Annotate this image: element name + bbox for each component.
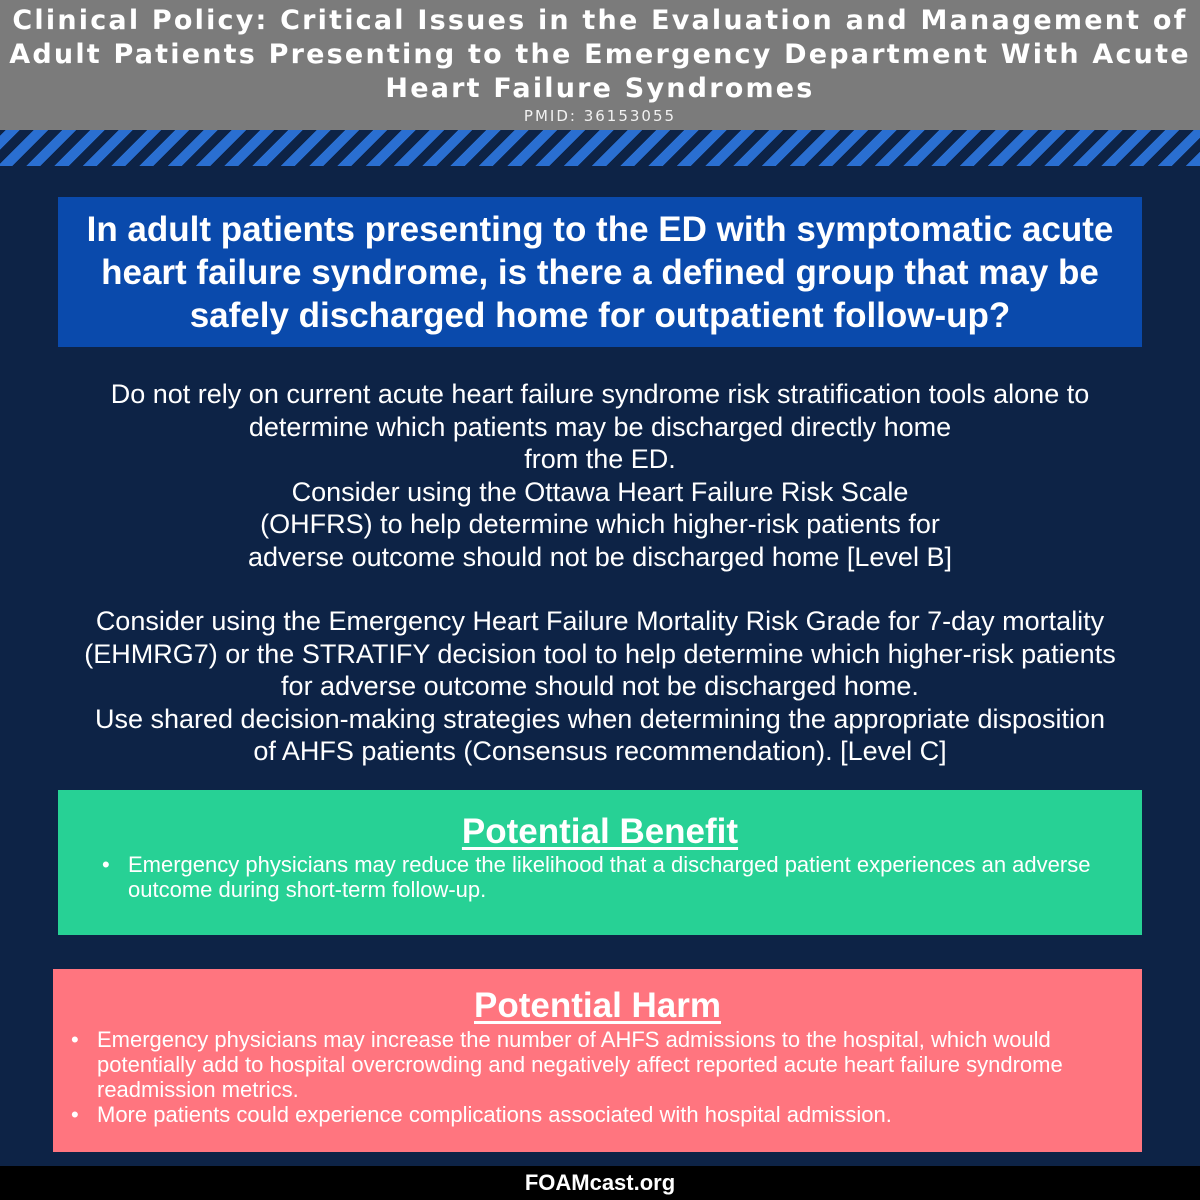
harm-item: • More patients could experience complications associated with hospital admission. [97, 1102, 1122, 1127]
question-box [58, 197, 1142, 347]
site-link[interactable]: FOAMcast.org [524, 1170, 676, 1195]
potential-harm-box [53, 969, 1142, 1152]
stripe-divider [0, 130, 1200, 166]
footer [0, 1166, 1200, 1200]
benefit-item: • Emergency physicians may reduce the likelihood that a discharged patient experiences an adverse outcome during short-term follow-up. [128, 852, 1102, 902]
recommendation-line: determine which patients may be discharged directly home [248, 411, 952, 442]
harm-list [53, 1027, 1142, 1127]
recommendation-line: Use shared decision-making strategies when determining the appropriate disposition [94, 703, 1106, 734]
potential-benefit-box [58, 790, 1142, 935]
recommendation-line: for adverse outcome should not be discharged home. [281, 671, 919, 701]
recommendations [30, 378, 1170, 768]
clinical-question: In adult patients presenting to the ED with symptomatic acute heart failure syndrome, is there a defined group that may be safely discharged home for outpatient follow-up? [86, 209, 1114, 335]
recommendation-line: of AHFS patients (Consensus recommendation). [Level C] [253, 736, 947, 766]
recommendation-line: (OHFRS) to help determine which higher-risk patients for [260, 509, 940, 539]
recommendation-line: (EHMRG7) or the STRATIFY decision tool to help determine which higher-risk patients [84, 638, 1116, 669]
page-title: Clinical Policy: Critical Issues in the Evaluation and Management of Adult Patients Presenting to the Emergency Department With Acute Heart Failure Syndromes [9, 5, 1191, 104]
recommendation-line: Consider using the Ottawa Heart Failure Risk Scale [291, 476, 909, 507]
pmid-label: PMID: 36153055 [523, 107, 677, 125]
spacer [30, 573, 1170, 605]
header [0, 0, 1200, 130]
harm-heading: Potential Harm [474, 986, 721, 1025]
recommendation-line: from the ED. [524, 444, 676, 474]
recommendation-line: adverse outcome should not be discharged home [Level B] [248, 541, 952, 572]
harm-item: • Emergency physicians may increase the number of AHFS admissions to the hospital, which would potentially add to hospital overcrowding and negatively affect reported acute heart failure syndrome readmission metrics. [97, 1027, 1122, 1102]
benefit-list [58, 852, 1142, 902]
recommendation-line: Consider using the Emergency Heart Failure Mortality Risk Grade for 7-day mortality [95, 606, 1105, 636]
recommendation-line: Do not rely on current acute heart failure syndrome risk stratification tools alone to [110, 379, 1090, 409]
benefit-heading: Potential Benefit [461, 812, 739, 851]
